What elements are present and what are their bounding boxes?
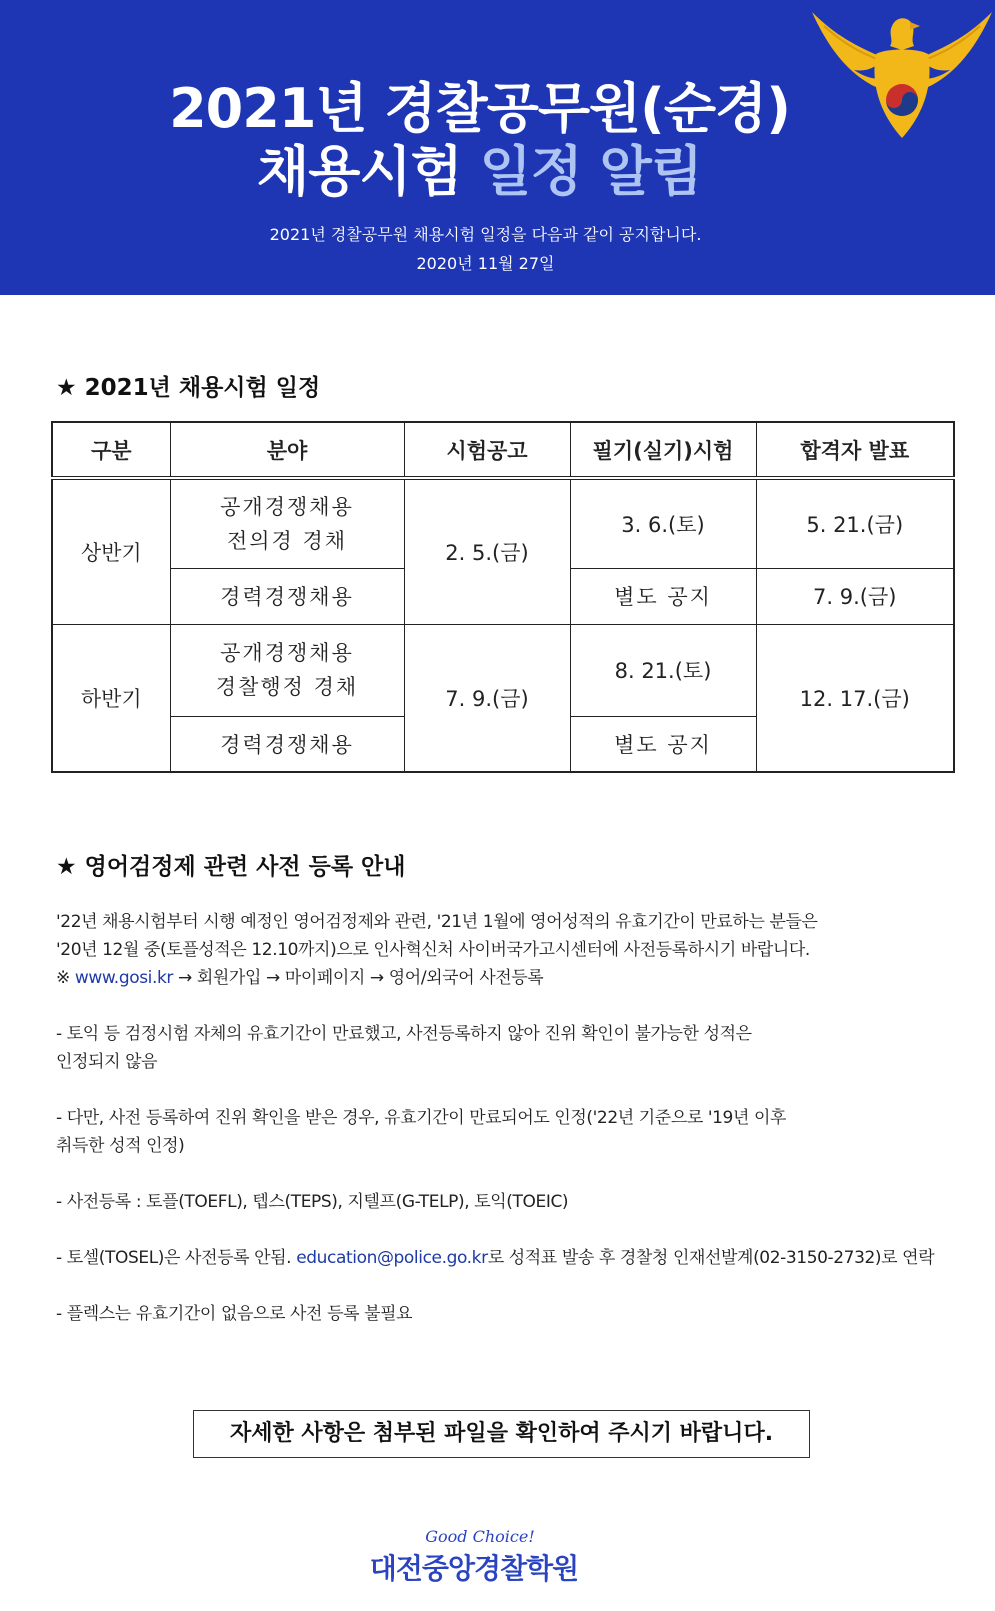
- header-category: 구분: [52, 422, 170, 478]
- contact-text: 로 성적표 발송 후 경찰청 인재선발계(02-3150-2732)로 연락: [487, 1248, 935, 1268]
- attachment-notice-box: 자세한 사항은 첨부된 파일을 확인하여 주시기 바랍니다.: [193, 1410, 810, 1458]
- field-line: 공개경쟁채용: [220, 641, 354, 665]
- header-date: 2020년 11월 27일: [416, 254, 555, 273]
- notice-line: - 토익 등 검정시험 자체의 유효기간이 만료했고, 사전등록하지 않아 진위 확인이 불가능한 성적은: [56, 1024, 752, 1044]
- header-subtitle: 2021년 경찰공무원 채용시험 일정을 다음과 같이 공지합니다.: [269, 225, 702, 244]
- notice-paragraph: [56, 1188, 568, 1216]
- exam-cell: 8. 21.(토): [570, 624, 756, 716]
- exam-cell: 3. 6.(토): [570, 478, 756, 568]
- notice-line: - 플렉스는 유효기간이 없음으로 사전 등록 불필요: [56, 1304, 413, 1324]
- announcement-cell: 2. 5.(금): [404, 478, 570, 624]
- notice-paragraph: [56, 908, 818, 992]
- notice-line: '22년 채용시험부터 시행 예정인 영어검정제와 관련, '21년 1월에 영어성적의 유효기간이 만료하는 분들은: [56, 912, 818, 932]
- notice-paragraph: [56, 1300, 412, 1328]
- notice-paragraph: [56, 1020, 752, 1076]
- english-section-title: ★ 영어검정제 관련 사전 등록 안내: [56, 854, 406, 880]
- field-line: 공개경쟁채용: [220, 494, 354, 519]
- header-result: 합격자 발표: [756, 422, 954, 478]
- page-title-line1: 2021년 경찰공무원(순경): [169, 77, 790, 140]
- tosel-text: - 토셀(TOSEL)은 사전등록 안됨.: [56, 1248, 297, 1268]
- table-header-row: [52, 422, 954, 478]
- period-second-half: 하반기: [52, 624, 170, 772]
- page-title-highlight: 일정 알림: [479, 140, 702, 203]
- police-eagle-emblem-icon: [806, 6, 995, 146]
- header-announcement: 시험공고: [404, 422, 570, 478]
- notice-line: 인정되지 않음: [56, 1052, 158, 1072]
- period-first-half: 상반기: [52, 478, 170, 624]
- announcement-cell: 7. 9.(금): [404, 624, 570, 772]
- result-cell: 12. 17.(금): [756, 624, 954, 772]
- schedule-section-title: ★ 2021년 채용시험 일정: [56, 375, 321, 401]
- field-cell: 경력경쟁채용: [170, 568, 404, 624]
- schedule-table: [51, 421, 955, 773]
- field-cell: [170, 478, 404, 568]
- table-row: [52, 478, 954, 568]
- notice-line: '20년 12월 중(토플성적은 12.10까지)으로 인사혁신처 사이버국가고시센터에 사전등록하시기 바랍니다.: [56, 940, 810, 960]
- exam-cell: 별도 공지: [570, 716, 756, 772]
- page-title-part1: 채용시험: [257, 140, 462, 203]
- notice-line: [56, 964, 818, 992]
- field-cell: 경력경쟁채용: [170, 716, 404, 772]
- result-cell: 7. 9.(금): [756, 568, 954, 624]
- notice-line: [56, 1244, 934, 1272]
- header-written-exam: 필기(실기)시험: [570, 422, 756, 478]
- notice-line: - 다만, 사전 등록하여 진위 확인을 받은 경우, 유효기간이 만료되어도 인정('22년 기준으로 '19년 이후: [56, 1108, 787, 1128]
- email-link[interactable]: education@police.go.kr: [296, 1248, 488, 1268]
- notice-line: - 사전등록 : 토플(TOEFL), 텝스(TEPS), 지텔프(G-TELP), 토익(TOEIC): [56, 1192, 569, 1212]
- result-cell: 5. 21.(금): [756, 478, 954, 568]
- page-title-line2: [0, 140, 977, 204]
- exam-cell: 별도 공지: [570, 568, 756, 624]
- footer-slogan: Good Choice!: [425, 1527, 535, 1546]
- field-cell: [170, 624, 404, 716]
- academy-logo-text: 대전중앙경찰학원: [369, 1552, 579, 1585]
- header-banner: [0, 0, 995, 295]
- field-line: 경찰행정 경채: [215, 675, 359, 699]
- header-field: 분야: [170, 422, 404, 478]
- table-row: [52, 624, 954, 716]
- note-mark: ※: [56, 968, 75, 988]
- registration-path: → 회원가입 → 마이페이지 → 영어/외국어 사전등록: [173, 968, 544, 988]
- notice-paragraph: [56, 1104, 786, 1160]
- notice-paragraph: [56, 1244, 934, 1272]
- notice-line: 취득한 성적 인정): [56, 1136, 185, 1156]
- field-line: 전의경 경채: [226, 528, 348, 553]
- gosi-link[interactable]: www.gosi.kr: [74, 968, 174, 988]
